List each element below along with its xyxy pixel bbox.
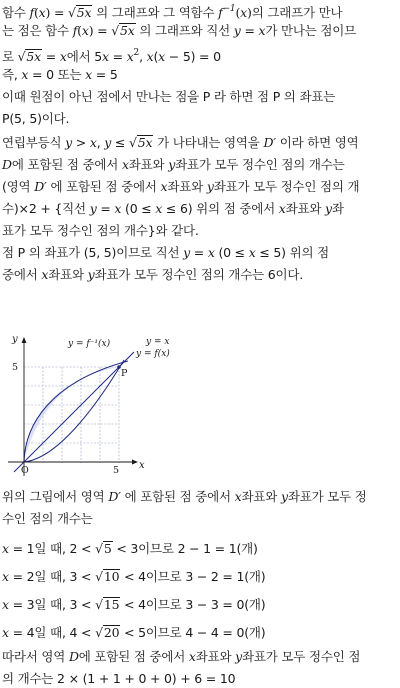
text-line-12: 점 P 의 좌표가 (5, 5)이므로 직선 y = x (0 ≤ x ≤ 5) 위의 점 bbox=[2, 245, 330, 260]
y-axis-label: y bbox=[12, 334, 18, 345]
line-y-equals-x bbox=[14, 352, 134, 472]
line-y-x-label: y = x bbox=[146, 337, 170, 347]
text-line-17: x = 2일 때, 3 < √10 < 4이므로 3 − 2 = 1(개) bbox=[2, 569, 266, 584]
text-line-15: 수인 점의 개수는 bbox=[2, 511, 93, 526]
origin-label: O bbox=[21, 465, 29, 476]
text-line-21: 의 개수는 2 × (1 + 1 + 0 + 0) + 6 = 10 bbox=[2, 671, 236, 686]
text-line-13: 중에서 x좌표와 y좌표가 모두 정수인 점의 개수는 6이다. bbox=[2, 267, 304, 282]
x-axis-label: x bbox=[139, 460, 145, 471]
text-line-9: (영역 D′ 에 포함된 점 중에서 x좌표와 y좌표가 모두 정수인 점의 개 bbox=[2, 179, 360, 194]
text-line-7: 연립부등식 y > x, y ≤ √5x 가 나타내는 영역을 D′ 이라 하면 영역 bbox=[2, 135, 359, 150]
text-line-2: 는 점은 함수 f(x) = √5x 의 그래프와 직선 y = x가 만나는 점이므 bbox=[2, 23, 357, 38]
text-line-19: x = 4일 때, 4 < √20 < 5이므로 4 − 4 = 0(개) bbox=[2, 625, 266, 640]
curve-f-label: y = f(x) bbox=[136, 349, 170, 359]
graph-figure bbox=[0, 330, 200, 478]
text-line-8: D에 포함된 점 중에서 x좌표와 y좌표가 모두 정수인 점의 개수는 bbox=[2, 157, 345, 172]
text-line-20: 따라서 영역 D에 포함된 점 중에서 x좌표와 y좌표가 모두 정수인 점 bbox=[2, 649, 361, 664]
text-line-16: x = 1일 때, 2 < √5 < 3이므로 2 − 1 = 1(개) bbox=[2, 541, 258, 556]
x-axis-arrow-icon bbox=[132, 460, 138, 465]
tick-x-5: 5 bbox=[113, 465, 120, 476]
text-line-6: P(5, 5)이다. bbox=[2, 111, 70, 126]
text-line-10: 수)×2 + {직선 y = x (0 ≤ x ≤ 6) 위의 점 중에서 x좌표와 y좌 bbox=[2, 201, 344, 216]
text-line-14: 위의 그림에서 영역 D′ 에 포함된 점 중에서 x좌표와 y좌표가 모두 정 bbox=[2, 489, 367, 504]
curve-inverse-label: y = f⁻¹(x) bbox=[68, 339, 111, 349]
tick-y-5: 5 bbox=[12, 362, 19, 373]
text-line-5: 이때 원점이 아닌 점에서 만나는 점을 P 라 하면 점 P 의 좌표는 bbox=[2, 89, 336, 104]
text-line-1: 함수 f(x) = √5x 의 그래프와 그 역함수 $f^{-1}(x)$의 그래프가 만나 bbox=[2, 4, 343, 20]
text-line-4: 즉, x = 0 또는 x = 5 bbox=[2, 67, 118, 82]
y-axis-arrow-icon bbox=[22, 337, 27, 343]
text-line-3: 로 √5x = x에서 $5x = x^2$, x(x − 5) = 0 bbox=[2, 48, 221, 64]
text-line-18: x = 3일 때, 3 < √15 < 4이므로 3 − 3 = 0(개) bbox=[2, 597, 266, 612]
point-p-label: P bbox=[121, 368, 128, 379]
text-line-11: 표가 모두 정수인 점의 개수}와 같다. bbox=[2, 223, 199, 238]
